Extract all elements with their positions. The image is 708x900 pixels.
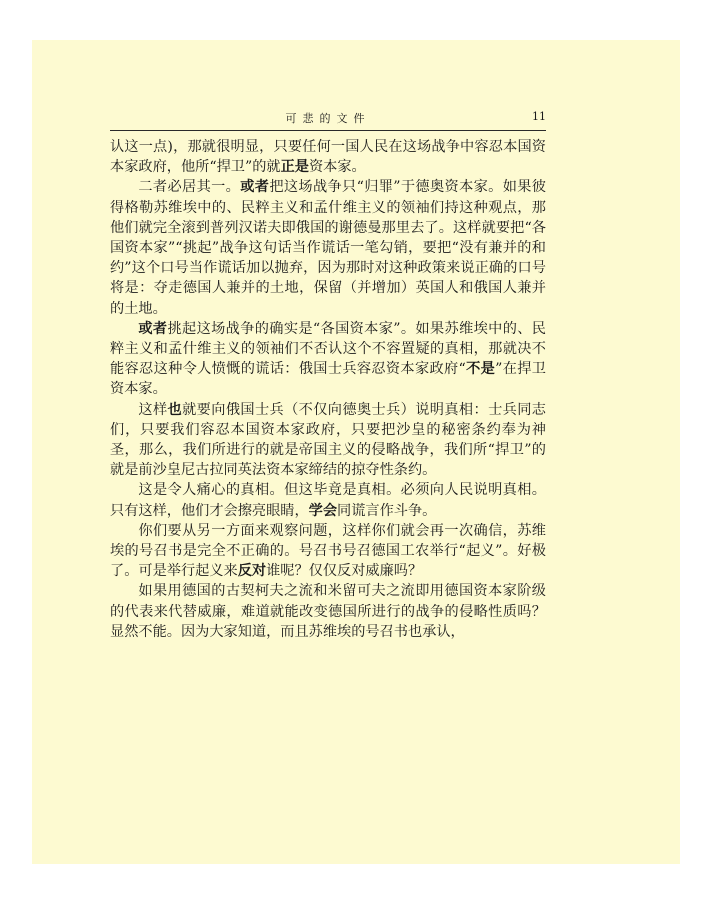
paragraph-text: 这是令人痛心的真相。但这毕竟是真相。必须向人民说明真相。只有这样，他们才会擦亮眼睛， — [110, 482, 546, 519]
page-header — [110, 108, 546, 131]
emphasized-text: 也 — [167, 401, 183, 418]
emphasized-text: 不是 — [465, 361, 496, 378]
paragraph — [110, 521, 546, 582]
paragraph-text: 把这场战争只“归罪”于德奥资本家。如果彼得格勒苏维埃中的、民粹主义和孟什维主义的领袖们持这种观点，那他们就完全滚到普列汉诺夫即俄国的谢德曼那里去了。这样就要把“各国资本家”“挑起”战争这句话当作谎话一笔勾销，要把“没有兼并的和约”这个口号当作谎话加以抛弃，因为那时对这种政策来说正确的口号将是：夺走德国人兼并的土地，保留（并增加）英国人和俄国人兼并的土地。 — [110, 179, 546, 317]
paragraph-text: 就要向俄国士兵（不仅向德奥士兵）说明真相：士兵同志们，只要我们容忍本国资本家政府，只要把沙皇的秘密条约奉为神圣，那么，我们所进行的就是帝国主义的侵略战争，我们所“捍卫”的就是前沙皇尼古拉同英法资本家缔结的掠夺性条约。 — [110, 401, 546, 479]
paragraph — [110, 581, 546, 642]
paragraph — [110, 480, 546, 520]
paragraph-text: 二者必居其一。 — [138, 179, 241, 196]
paragraph-text: 挑起这场战争的确实是“各国资本家”。如果苏维埃中的、民粹主义和孟什维主义的领袖们不否认这个不容置疑的真相，那就决不能容忍这种令人愤慨的谎话：俄国士兵容忍资本家政府“ — [110, 320, 546, 378]
body-text — [110, 137, 546, 642]
paragraph-text: 如果用德国的古契柯夫之流和米留可夫之流即用德国资本家阶级的代表来代替威廉，难道就能改变德国所进行的战争的侵略性质吗？显然不能。因为大家知道，而且苏维埃的号召书也承认， — [110, 583, 546, 640]
paragraph-text: 认这一点)，那就很明显，只要任何一国人民在这场战争中容忍本国资本家政府，他所“捍卫”的就 — [110, 139, 546, 176]
emphasized-text: 反对 — [237, 563, 267, 580]
paragraph-text: 同谎言作斗争。 — [337, 502, 437, 519]
paragraph-text: 你们要从另一方面来观察问题，这样你们就会再一次确信，苏维埃的号召书是完全不正确的。号召书号召德国工农举行“起义”。好极了。可是举行起义来 — [110, 522, 546, 580]
emphasized-text: 或者 — [240, 179, 270, 196]
paragraph-text: 资本家。 — [308, 159, 366, 176]
paragraph — [110, 400, 546, 481]
paragraph — [110, 137, 546, 177]
paragraph-text: 谁呢？仅仅反对威廉吗？ — [266, 563, 423, 580]
page-number: 11 — [532, 110, 546, 123]
running-title: 可悲的文件 — [285, 112, 371, 125]
paragraph — [110, 177, 546, 318]
emphasized-text: 学会 — [308, 502, 338, 519]
paragraph-text: 这样 — [138, 401, 168, 418]
emphasized-text: 或者 — [138, 320, 168, 337]
paragraph — [110, 319, 546, 400]
paragraph-text: ”在捍卫资本家。 — [110, 361, 546, 398]
emphasized-text: 正是 — [280, 159, 309, 176]
